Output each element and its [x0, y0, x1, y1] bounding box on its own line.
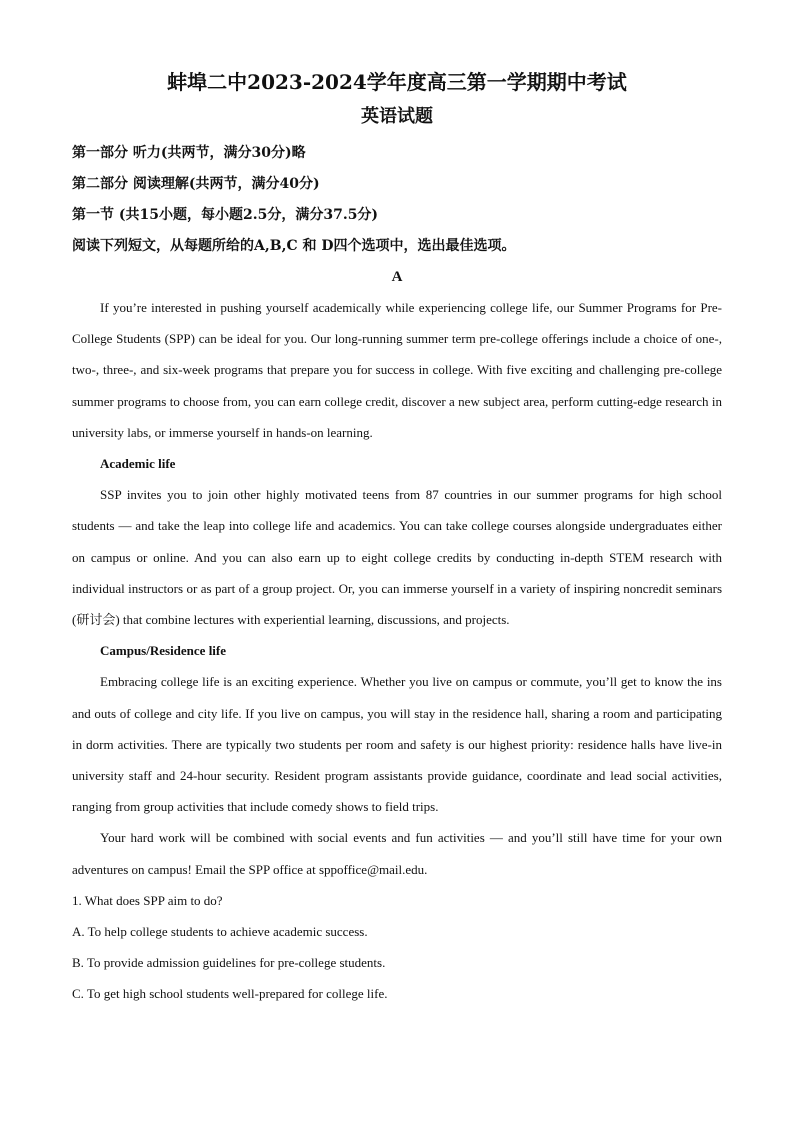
campus-life-heading: Campus/Residence life	[100, 643, 227, 659]
option-a: A. To help college students to achieve academic success.	[72, 924, 368, 940]
campus-life-text: Embracing college life is an exciting experience. Whether you live on campus or commute, you’ll get to know the ins and outs of college and city life. If you live on campus, you will stay in the residence hall, sharing a room and participating in dorm activities. There are typically two students per room and safety is our highest priority: residence halls have live-in university staff and 24-hour security. Resident program assistants provide guidance, coordinate and lead social activities, ranging from group activities that include comedy shows to field trips.	[72, 674, 722, 815]
closing-text: Your hard work will be combined with social events and fun activities — and you’ll still have time for your own adventures on campus! Email the SPP office at sppoffice@mail.edu.	[72, 830, 722, 877]
exam-subtitle: 英语试题	[361, 106, 433, 127]
question-stem: 1. What does SPP aim to do?	[72, 892, 223, 908]
section1-instruction: 第一节 (共15小题，每小题2.5分，满分37.5分)	[72, 207, 379, 223]
option-c: C. To get high school students well-prepared for college life.	[72, 986, 388, 1002]
option-b: B. To provide admission guidelines for pre-college students.	[72, 955, 386, 971]
passage-letter: A	[391, 269, 403, 285]
academic-life-heading: Academic life	[100, 456, 176, 472]
exam-title: 蚌埠二中2023-2024学年度高三第一学期期中考试	[167, 70, 627, 94]
directions: 阅读下列短文，从每题所给的A,B,C 和 D四个选项中，选出最佳选项。	[72, 238, 516, 254]
part2-instruction: 第二部分 阅读理解(共两节，满分40分)	[72, 176, 320, 192]
exam-page	[72, 62, 722, 1010]
academic-life-text: SSP invites you to join other highly motivated teens from 87 countries in our summer programs for high school students — and take the leap into college life and academics. You can take college courses alongside undergraduates either on campus or online. And you can also earn up to eight college credits by conducting in-depth STEM research with individual instructors or as part of a group project. Or, you can immerse yourself in a variety of inspiring noncredit seminars (研讨会) that combine lectures with experiential learning, discussions, and projects.	[72, 487, 722, 628]
passage-intro: If you’re interested in pushing yourself academically while experiencing college life, our Summer Programs for Pre-College Students (SPP) can be ideal for you. Our long-running summer term pre-college offerings include a choice of one-, two-, three-, and six-week programs that prepare you for success in college. With five exciting and challenging pre-college summer programs to choose from, you can earn college credit, discover a new subject area, perform cutting-edge research in university labs, or immerse yourself in hands-on learning.	[72, 300, 722, 440]
part1-instruction: 第一部分 听力(共两节，满分30分)略	[72, 145, 306, 161]
